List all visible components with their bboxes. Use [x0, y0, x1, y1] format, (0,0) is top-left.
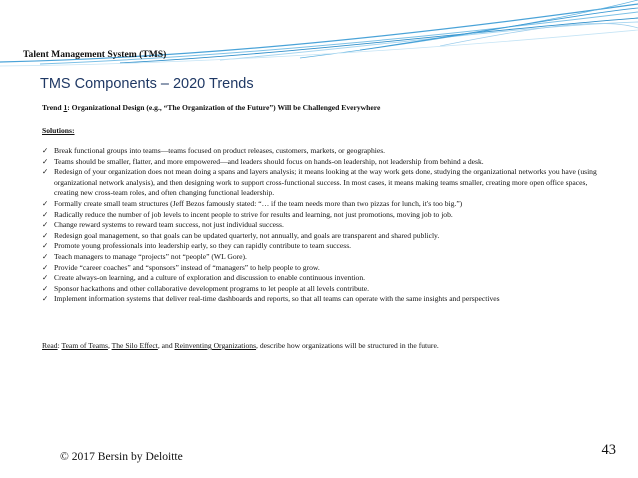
solutions-list — [42, 146, 612, 305]
list-item — [42, 146, 612, 157]
solutions-label — [42, 126, 75, 135]
list-item — [42, 199, 612, 210]
list-item — [42, 273, 612, 284]
solution-text: Formally create small team structures (Jeff Bezos famously stated: “… if the team needs more than two pizzas for lunch, it's too big.”) — [54, 198, 463, 208]
checkmark-icon: ✓ — [42, 262, 49, 272]
list-item — [42, 252, 612, 263]
checkmark-icon: ✓ — [42, 251, 49, 261]
solutions-label-text: Solutions — [42, 126, 72, 135]
list-item — [42, 167, 612, 199]
list-item — [42, 284, 612, 295]
checkmark-icon: ✓ — [42, 156, 49, 166]
checkmark-icon: ✓ — [42, 294, 49, 304]
book-link-reinventing-organizations[interactable]: Reinventing Organizations — [174, 341, 257, 350]
decorative-swoosh-lines — [0, 0, 638, 80]
solution-text: Teach managers to manage “projects” not “people” (WL Gore). — [54, 251, 247, 261]
section-header: Talent Management System (TMS) — [23, 49, 167, 60]
copyright-footer: © 2017 Bersin by Deloitte — [60, 450, 183, 463]
read-separator: : — [57, 341, 62, 350]
trend-prefix: Trend — [42, 103, 64, 112]
trend-heading — [42, 103, 602, 112]
checkmark-icon: ✓ — [42, 198, 49, 208]
page-number: 43 — [601, 442, 616, 458]
trend-number: 1 — [63, 103, 68, 112]
checkmark-icon: ✓ — [42, 241, 49, 251]
solution-text: Redesign goal management, so that goals can be updated quarterly, not annually, and goals are transparent and shared publicly. — [54, 230, 440, 240]
solution-text: Promote young professionals into leadership early, so they can rapidly contribute to team success. — [54, 241, 352, 251]
list-item — [42, 210, 612, 221]
solution-text: Implement information systems that deliver real-time dashboards and reports, so that all teams can operate with the same insights and perspectives — [54, 294, 500, 304]
solutions-label-colon: : — [71, 126, 75, 135]
list-item — [42, 231, 612, 242]
book-link-silo-effect[interactable]: The Silo Effect — [111, 341, 158, 350]
solution-text: Provide “career coaches” and “sponsors” instead of “managers” to help people to grow. — [54, 262, 320, 272]
read-and: , and — [157, 341, 175, 350]
list-item — [42, 220, 612, 231]
read-comma: , — [107, 341, 112, 350]
checkmark-icon: ✓ — [42, 167, 49, 177]
read-label: Read — [42, 341, 58, 350]
solution-text: Create always-on learning, and a culture of exploration and discussion to enable continuous invention. — [54, 273, 366, 283]
checkmark-icon: ✓ — [42, 273, 49, 283]
checkmark-icon: ✓ — [42, 230, 49, 240]
list-item — [42, 294, 612, 305]
list-item — [42, 241, 612, 252]
read-suffix: , describe how organizations will be structured in the future. — [256, 341, 439, 350]
checkmark-icon: ✓ — [42, 283, 49, 293]
solution-text: Redesign of your organization does not mean doing a spans and layers analysis; it means looking at the way work gets done, studying the organizational networks you have (using organizational network analysis), and then designing work to support cross-functional success. In most cases, it means making teams smaller, creating more open office spaces, creating new cross-team roles, and often changing functional leadership. — [54, 167, 597, 198]
checkmark-icon: ✓ — [42, 209, 49, 219]
solution-text: Sponsor hackathons and other collaborative development programs to let people at all levels contribute. — [54, 283, 370, 293]
solution-text: Change reward systems to reward team success, not just individual success. — [54, 220, 284, 230]
solution-text: Break functional groups into teams—teams focused on product releases, customers, markets, or geographies. — [54, 146, 386, 155]
trend-text: : Organizational Design (e.g., “The Organization of the Future”) Will be Challenged Everywhere — [67, 103, 381, 112]
list-item — [42, 157, 612, 168]
solution-text: Teams should be smaller, flatter, and more empowered—and leaders should focus on hands-on leadership, not leadership from behind a desk. — [54, 156, 484, 166]
list-item — [42, 263, 612, 274]
page-title: TMS Components – 2020 Trends — [40, 76, 254, 92]
reading-line — [42, 341, 612, 350]
checkmark-icon: ✓ — [42, 146, 49, 155]
book-link-team-of-teams[interactable]: Team of Teams — [61, 341, 108, 350]
checkmark-icon: ✓ — [42, 220, 49, 230]
solution-text: Radically reduce the number of job levels to incent people to strive for results and learning, not just promotions, moving job to job. — [54, 209, 453, 219]
